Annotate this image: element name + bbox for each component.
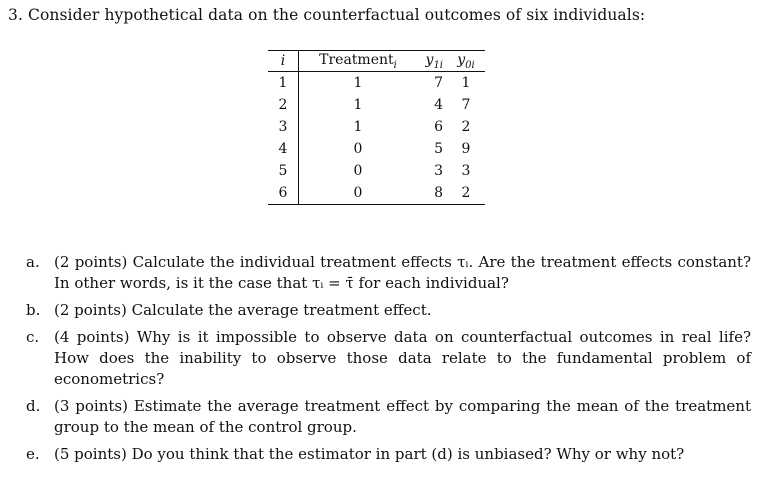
part-text: (4 points) Why is it impossible to observe data on counterfactual outcomes in real life? How does the inability to observe those data relate to the fundamental problem of econometrics?	[54, 328, 751, 388]
cell-i: 2	[268, 94, 299, 116]
table-row	[268, 138, 485, 160]
table-row	[268, 72, 485, 95]
cell-i: 3	[268, 116, 299, 138]
question-part-b	[26, 300, 751, 321]
header-treatment: Treatment$_i$	[299, 51, 418, 72]
cell-y0: 2	[461, 119, 471, 135]
header-y0: $y_{0i}$	[447, 51, 485, 72]
cell-i: 6	[268, 182, 299, 205]
cell-y1: 6	[434, 119, 443, 135]
question-part-a	[26, 252, 751, 294]
cell-i: 4	[268, 138, 299, 160]
cell-treatment: 1	[353, 97, 363, 113]
question-parts	[26, 252, 751, 471]
question-intro-text: Consider hypothetical data on the counterfactual outcomes of six individuals:	[28, 6, 646, 24]
cell-y1: 3	[434, 163, 443, 179]
header-y1: $y_{1i}$	[417, 51, 447, 72]
cell-y0: 2	[447, 182, 485, 205]
cell-i: 1	[268, 72, 299, 95]
cell-y1: 7	[434, 75, 443, 91]
cell-y0: 3	[461, 163, 471, 179]
cell-y1: 4	[434, 97, 443, 113]
cell-y0: 9	[461, 141, 471, 157]
part-label: b.	[26, 301, 41, 319]
cell-treatment: 0	[353, 141, 363, 157]
question-part-d	[26, 396, 751, 438]
cell-treatment: 1	[353, 119, 363, 135]
part-label: e.	[26, 445, 40, 463]
part-label: a.	[26, 253, 40, 271]
table-row	[268, 182, 485, 205]
cell-treatment: 1	[353, 75, 363, 91]
table-row	[268, 160, 485, 182]
question-intro	[8, 6, 645, 24]
counterfactual-table	[268, 50, 485, 205]
cell-i: 5	[268, 160, 299, 182]
cell-treatment: 0	[353, 163, 363, 179]
question-part-c	[26, 327, 751, 390]
part-text: (5 points) Do you think that the estimator in part (d) is unbiased? Why or why not?	[54, 445, 685, 463]
cell-y0: 1	[461, 75, 471, 91]
part-label: c.	[26, 328, 40, 346]
table-row	[268, 116, 485, 138]
cell-y0: 7	[461, 97, 471, 113]
header-i: i	[268, 51, 299, 72]
cell-treatment: 0	[299, 182, 418, 205]
cell-y1: 5	[434, 141, 443, 157]
question-number: 3.	[8, 6, 23, 24]
part-text: (2 points) Calculate the average treatment effect.	[54, 301, 432, 319]
cell-y1: 8	[417, 182, 447, 205]
part-text: (3 points) Estimate the average treatment effect by comparing the mean of the treatment group to the mean of the control group.	[54, 397, 751, 436]
question-part-e	[26, 444, 751, 465]
part-label: d.	[26, 397, 41, 415]
table-header-row	[268, 51, 485, 72]
part-text: (2 points) Calculate the individual treatment effects τᵢ. Are the treatment effects constant? In other words, is it the case that τᵢ = τ̄ for each individual?	[54, 253, 751, 292]
table-row	[268, 94, 485, 116]
